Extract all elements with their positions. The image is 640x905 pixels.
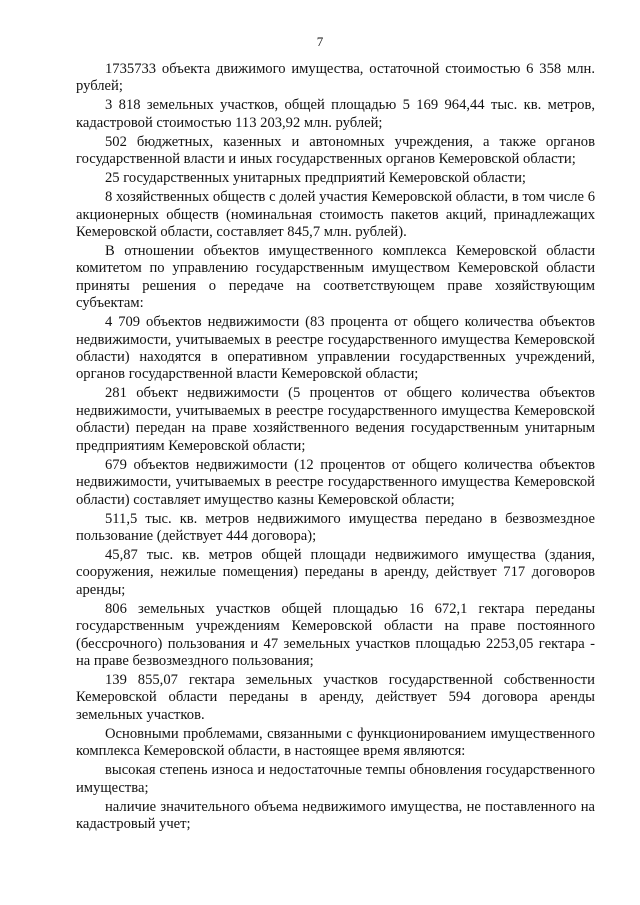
paragraph-problem-wear: высокая степень износа и недостаточные темпы обновления государственного имущества;: [76, 762, 595, 796]
paragraph-land-plots: 3 818 земельных участков, общей площадью 5 169 964,44 тыс. кв. метров, кадастровой стоимостью 113 203,92 млн. рублей;: [76, 97, 595, 131]
page-number: 7: [316, 34, 324, 49]
paragraph-problem-cadastral: наличие значительного объема недвижимого имущества, не поставленного на кадастровый учет;: [76, 798, 595, 832]
paragraph-free-use: 511,5 тыс. кв. метров недвижимого имущества передано в безвозмездное пользование (действует 444 договора);: [76, 510, 595, 544]
paragraph-movable-property: 1735733 объекта движимого имущества, остаточной стоимостью 6 358 млн. рублей;: [76, 61, 595, 95]
paragraph-economic-management: 281 объект недвижимости (5 процентов от общего количества объектов недвижимости, учитываемых в реестре государственного имущества Кемеровской области) передан на праве хозяйственного ведения государственным унитарным предприятиям Кемеровской области;: [76, 385, 595, 454]
document-body: [76, 61, 595, 835]
paragraph-decisions-intro: В отношении объектов имущественного комплекса Кемеровской области комитетом по управлению государственным имуществом Кемеровской области приняты решения о передаче на соответствующем праве хозяйствующим субъектам:: [76, 243, 595, 312]
paragraph-land-permanent-use: 806 земельных участков общей площадью 16 672,1 гектара переданы государственным учреждениям Кемеровской области на праве постоянного (бессрочного) пользования и 47 земельных участков площадью 2253,05 гектара - на праве безвозмездного пользования;: [76, 600, 595, 669]
paragraph-business-companies: 8 хозяйственных обществ с долей участия Кемеровской области, в том числе 6 акционерных обществ (номинальная стоимость пакетов акций, принадлежащих Кемеровской области, составляет 845,7 млн. рублей).: [76, 189, 595, 241]
paragraph-institutions: 502 бюджетных, казенных и автономных учреждения, а также органов государственной власти и иных государственных органов Кемеровской области;: [76, 133, 595, 168]
paragraph-unitary-enterprises: 25 государственных унитарных предприятий Кемеровской области;: [105, 170, 526, 187]
paragraph-problems-intro: Основными проблемами, связанными с функционированием имущественного комплекса Кемеровской области, в настоящее время являются:: [76, 725, 595, 760]
paragraph-operational-management: 4 709 объектов недвижимости (83 процента от общего количества объектов недвижимости, учитываемых в реестре государственного имущества Кемеровской области) находятся в оперативном управлении государственных учреждений, органов государственной власти Кемеровской области;: [76, 314, 595, 383]
paragraph-rental: 45,87 тыс. кв. метров общей площади недвижимого имущества (здания, сооружения, нежилые помещения) переданы в аренду, действует 717 договоров аренды;: [76, 546, 595, 598]
paragraph-land-rental: 139 855,07 гектара земельных участков государственной собственности Кемеровской области переданы в аренду, действует 594 договора аренды земельных участков.: [76, 671, 595, 723]
paragraph-treasury-property: 679 объектов недвижимости (12 процентов от общего количества объектов недвижимости, учитываемых в реестре государственного имущества Кемеровской области) составляет имущество казны Кемеровской области;: [76, 456, 595, 508]
